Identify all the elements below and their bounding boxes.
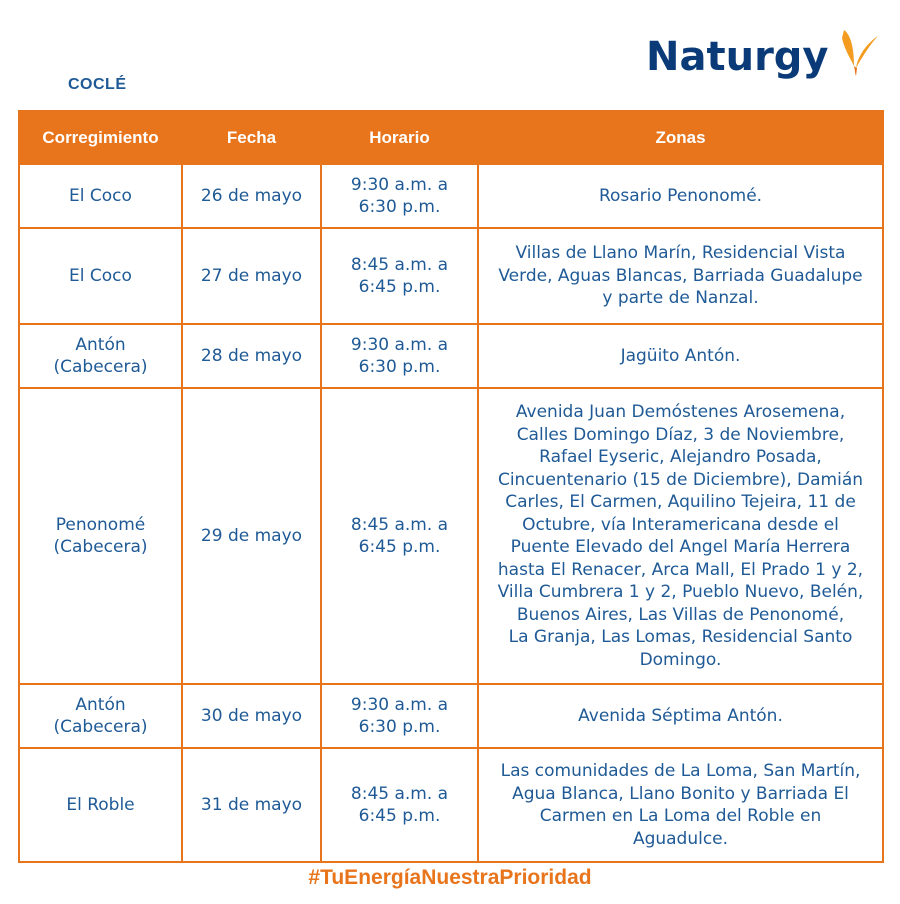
schedule-table (18, 110, 884, 863)
zonas-line: Puente Elevado del Angel María Herrera (510, 537, 851, 557)
header-zonas: Zonas (478, 111, 883, 164)
cell-corregimiento (19, 684, 182, 748)
zonas-line: Rafael Eyseric, Alejandro Posada, (539, 447, 822, 467)
cell-fecha (182, 684, 321, 748)
zonas-line: La Granja, Las Lomas, Residencial Santo (508, 627, 853, 647)
cell-corregimiento (19, 228, 182, 324)
fecha-text: 26 de mayo (200, 185, 303, 206)
zonas-line: y parte de Nanzal. (602, 288, 759, 309)
horario-line: 6:45 p.m. (358, 537, 441, 557)
hashtag: #TuEnergíaNuestraPrioridad (308, 866, 592, 889)
corregimiento-line: El Roble (66, 794, 135, 815)
corregimiento-line: El Coco (69, 185, 132, 206)
table-header-row (19, 111, 883, 164)
zonas-line: Verde, Aguas Blancas, Barriada Guadalupe (498, 265, 863, 286)
zonas-line: Agua Blanca, Llano Bonito y Barriada El (512, 783, 849, 804)
zonas-line: Villa Cumbrera 1 y 2, Pueblo Nuevo, Belén, (497, 582, 864, 602)
cell-fecha (182, 748, 321, 862)
horario-line: 8:45 a.m. a (350, 783, 449, 804)
region-title: COCLÉ (68, 76, 127, 93)
zonas-line: Jagüito Antón. (620, 345, 741, 366)
fecha-text: 28 de mayo (200, 345, 303, 366)
horario-line: 9:30 a.m. a (350, 334, 449, 355)
cell-zonas (478, 748, 883, 862)
cell-zonas (478, 228, 883, 324)
corregimiento-line: (Cabecera) (53, 357, 148, 377)
fecha-text: 29 de mayo (200, 525, 303, 546)
horario-line: 8:45 a.m. a (350, 514, 449, 535)
horario-line: 8:45 a.m. a (350, 254, 449, 275)
cell-fecha (182, 164, 321, 228)
header-fecha: Fecha (182, 111, 321, 164)
table-row (19, 388, 883, 684)
corregimiento-line: Penonomé (55, 514, 146, 535)
cell-horario (321, 748, 478, 862)
horario-line: 9:30 a.m. a (350, 694, 449, 715)
cell-corregimiento (19, 324, 182, 388)
zonas-line: Rosario Penonomé. (598, 185, 763, 206)
horario-line: 9:30 a.m. a (350, 174, 449, 195)
horario-line: 6:45 p.m. (358, 806, 441, 826)
zonas-line: Avenida Juan Demóstenes Arosemena, (515, 402, 846, 422)
cell-horario (321, 228, 478, 324)
zonas-line: Aguadulce. (632, 828, 729, 849)
zonas-line: Buenos Aires, Las Villas de Penonomé, (516, 604, 845, 625)
cell-fecha (182, 388, 321, 684)
cell-zonas (478, 388, 883, 684)
cell-horario (321, 164, 478, 228)
cell-horario (321, 684, 478, 748)
cell-corregimiento (19, 388, 182, 684)
horario-line: 6:30 p.m. (358, 717, 441, 737)
cell-zonas (478, 324, 883, 388)
zonas-line: Las comunidades de La Loma, San Martín, (500, 761, 861, 781)
header-corregimiento: Corregimiento (19, 111, 182, 164)
horario-line: 6:30 p.m. (358, 197, 441, 217)
cell-horario (321, 324, 478, 388)
header-horario: Horario (321, 111, 478, 164)
brand-wordmark: Naturgy (646, 34, 829, 80)
zonas-line: Domingo. (639, 649, 722, 670)
corregimiento-line: (Cabecera) (53, 717, 148, 737)
cell-horario (321, 388, 478, 684)
fecha-text: 27 de mayo (200, 265, 303, 286)
zonas-line: Octubre, vía Interamericana desde el (522, 514, 839, 535)
zonas-line: Cincuentenario (15 de Diciembre), Damián (497, 469, 864, 490)
zonas-line: Avenida Séptima Antón. (578, 705, 783, 726)
cell-fecha (182, 324, 321, 388)
fecha-text: 30 de mayo (200, 705, 303, 726)
table-row (19, 748, 883, 862)
zonas-line: Calles Domingo Díaz, 3 de Noviembre, (516, 424, 845, 445)
cell-corregimiento (19, 748, 182, 862)
zonas-line: Villas de Llano Marín, Residencial Vista (515, 243, 846, 264)
butterfly-icon (838, 26, 882, 78)
table-row (19, 228, 883, 324)
table-row (19, 164, 883, 228)
table-row (19, 324, 883, 388)
zonas-line: Carles, El Carmen, Aquilino Tejeira, 11 de (505, 492, 856, 512)
zonas-line: Carmen en La Loma del Roble en (539, 806, 822, 826)
cell-fecha (182, 228, 321, 324)
corregimiento-line: (Cabecera) (53, 537, 148, 557)
fecha-text: 31 de mayo (200, 794, 303, 815)
corregimiento-line: Antón (75, 334, 126, 355)
naturgy-logo (646, 26, 886, 96)
horario-line: 6:30 p.m. (358, 357, 441, 377)
cell-corregimiento (19, 164, 182, 228)
corregimiento-line: Antón (75, 694, 126, 715)
corregimiento-line: El Coco (69, 265, 132, 286)
cell-zonas (478, 164, 883, 228)
zonas-line: hasta El Renacer, Arca Mall, El Prado 1 y 2, (497, 559, 864, 580)
horario-line: 6:45 p.m. (358, 277, 441, 297)
cell-zonas (478, 684, 883, 748)
table-row (19, 684, 883, 748)
